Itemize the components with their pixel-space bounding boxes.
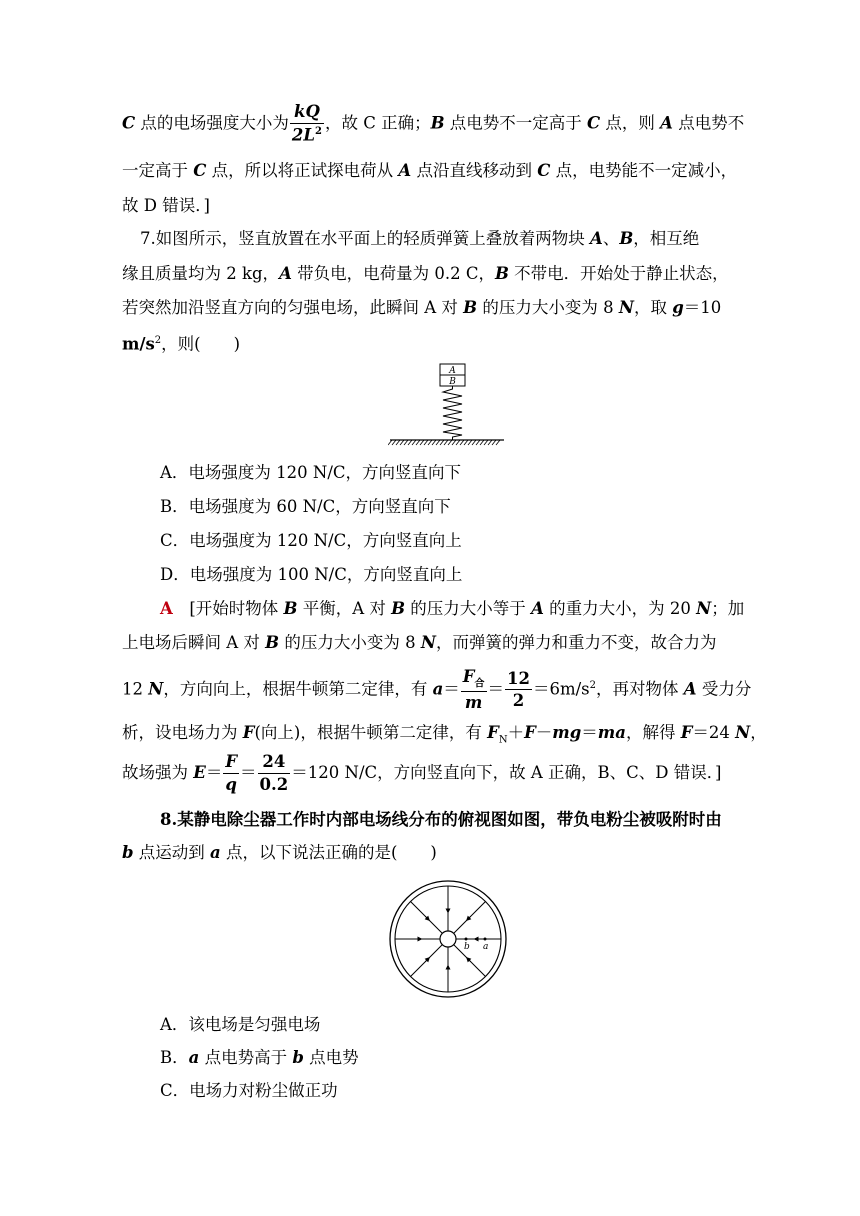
fraction-f-over-q: $\frac{F}{q}$ [225, 752, 238, 794]
hatch-stroke [456, 440, 460, 445]
hatch-stroke [488, 440, 492, 445]
q8-stem-line-1: 8.某静电除尘器工作时内部电场线分布的俯视图如图，带负电粉尘被吸附时由 [160, 810, 722, 829]
q8-stem-line-2: b 点运动到 a 点，以下说法正确的是( ) [122, 843, 437, 862]
q7-option-b: B．电场强度为 60 N/C，方向竖直向下 [160, 497, 451, 516]
hatch-stroke [432, 440, 436, 445]
hatch-stroke [404, 440, 408, 445]
block-a-label: A [449, 366, 456, 376]
text-line-2: 一定高于 C 点，所以将正试探电荷从 A 点沿直线移动到 C 点，电势能不一定减小， [122, 161, 738, 180]
text-line-3: 故 D 错误．] [122, 196, 210, 215]
hatch-stroke [472, 440, 476, 445]
q8-option-c: C．电场力对粉尘做正功 [160, 1081, 338, 1100]
q7-option-d: D．电场强度为 100 N/C，方向竖直向上 [160, 565, 463, 584]
ans7-line-2: 上电场后瞬间 A 对 B 的压力大小变为 8 N，而弹簧的弹力和重力不变，故合力为 [122, 633, 717, 652]
ans7-line-5: 故场强为 E＝ $\frac{F}{q}$ ＝ $\frac{24}{0.2}$ ＝120 N/C，方向竖直向下，故 A 正确，B、C、D 错误．] [122, 752, 722, 794]
q8-option-a: A．该电场是匀强电场 [160, 1015, 321, 1034]
block-b-label: B [449, 377, 456, 387]
hatch-stroke [484, 440, 488, 445]
ground-hatching [388, 440, 500, 445]
q7-stem-line-3: 若突然加沿竖直方向的匀强电场，此瞬间 A 对 B 的压力大小变为 8 N，取 g＝10 [122, 298, 722, 317]
q7-stem-line-2: 缘且质量均为 2 kg，A 带负电，电荷量为 0.2 C，B 不带电．开始处于静止状态， [122, 264, 729, 283]
hatch-stroke [412, 440, 416, 445]
precipitator-field-figure [386, 877, 510, 1001]
spring [443, 386, 462, 440]
field-arrow [468, 916, 471, 919]
hatch-stroke [396, 440, 400, 445]
hatch-stroke [496, 440, 500, 445]
hatch-stroke [476, 440, 480, 445]
point-a-marker [484, 938, 487, 941]
hatch-stroke [480, 440, 484, 445]
hatch-stroke [428, 440, 432, 445]
hatch-stroke [464, 440, 468, 445]
text-line-1: C 点的电场强度大小为 $\frac{kQ}{2L^2}$ ，故 C 正确；B 点电势不一定高于 C 点，则 A 点电势不 [122, 102, 745, 144]
q7-stem-line-1: 7.如图所示，竖直放置在水平面上的轻质弹簧上叠放着两物块 A、B，相互绝 [140, 229, 700, 248]
ans7-line-1: A [开始时物体 B 平衡，A 对 B 的压力大小等于 A 的重力大小，为 20 N；加 [160, 599, 745, 618]
hatch-stroke [460, 440, 464, 445]
field-arrow [468, 959, 471, 962]
ans7-line-4: 析，设电场力为 F(向上)，根据牛顿第二定律，有 $F_N+F-mg=ma$，解得 F＝24 N， [122, 723, 767, 746]
hatch-stroke [440, 440, 444, 445]
hatch-stroke [444, 440, 448, 445]
hatch-stroke [420, 440, 424, 445]
q7-stem-line-4: $m/s^2$，则( ) [122, 334, 241, 354]
q8-option-b: B．a 点电势高于 b 点电势 [160, 1048, 359, 1067]
hatch-stroke [408, 440, 412, 445]
hatch-stroke [392, 440, 396, 445]
hatch-stroke [416, 440, 420, 445]
hatch-stroke [424, 440, 428, 445]
hatch-stroke [468, 440, 472, 445]
fraction-kq-2l2: $\frac{kQ}{2L^2}$ [291, 102, 322, 144]
hatch-stroke [492, 440, 496, 445]
ans7-line-3: 12 N，方向向上，根据牛顿第二定律，有 a＝ $\frac{F_合}{m}$ ＝ $\frac{12}{2}$ $=6m/s^2$，再对物体 A 受力分 [122, 666, 752, 712]
spring-blocks-figure [388, 363, 506, 447]
hatch-stroke [400, 440, 404, 445]
hatch-stroke [388, 440, 392, 445]
point-a-label: a [483, 942, 489, 952]
center-electrode [440, 931, 456, 947]
field-arrow [425, 959, 428, 962]
q7-option-c: C．电场强度为 120 N/C，方向竖直向上 [160, 531, 462, 550]
q7-option-a: A．电场强度为 120 N/C，方向竖直向下 [160, 463, 462, 482]
point-b-marker [465, 938, 468, 941]
fraction-12-over-2: $\frac{12}{2}$ [507, 668, 530, 710]
point-b-label: b [464, 942, 470, 952]
fraction-24-over-0-2: $\frac{24}{0.2}$ [259, 752, 289, 794]
hatch-stroke [452, 440, 456, 445]
field-arrow [425, 916, 428, 919]
fraction-f-over-m: $\frac{F_合}{m}$ [462, 666, 485, 712]
hatch-stroke [436, 440, 440, 445]
hatch-stroke [448, 440, 452, 445]
